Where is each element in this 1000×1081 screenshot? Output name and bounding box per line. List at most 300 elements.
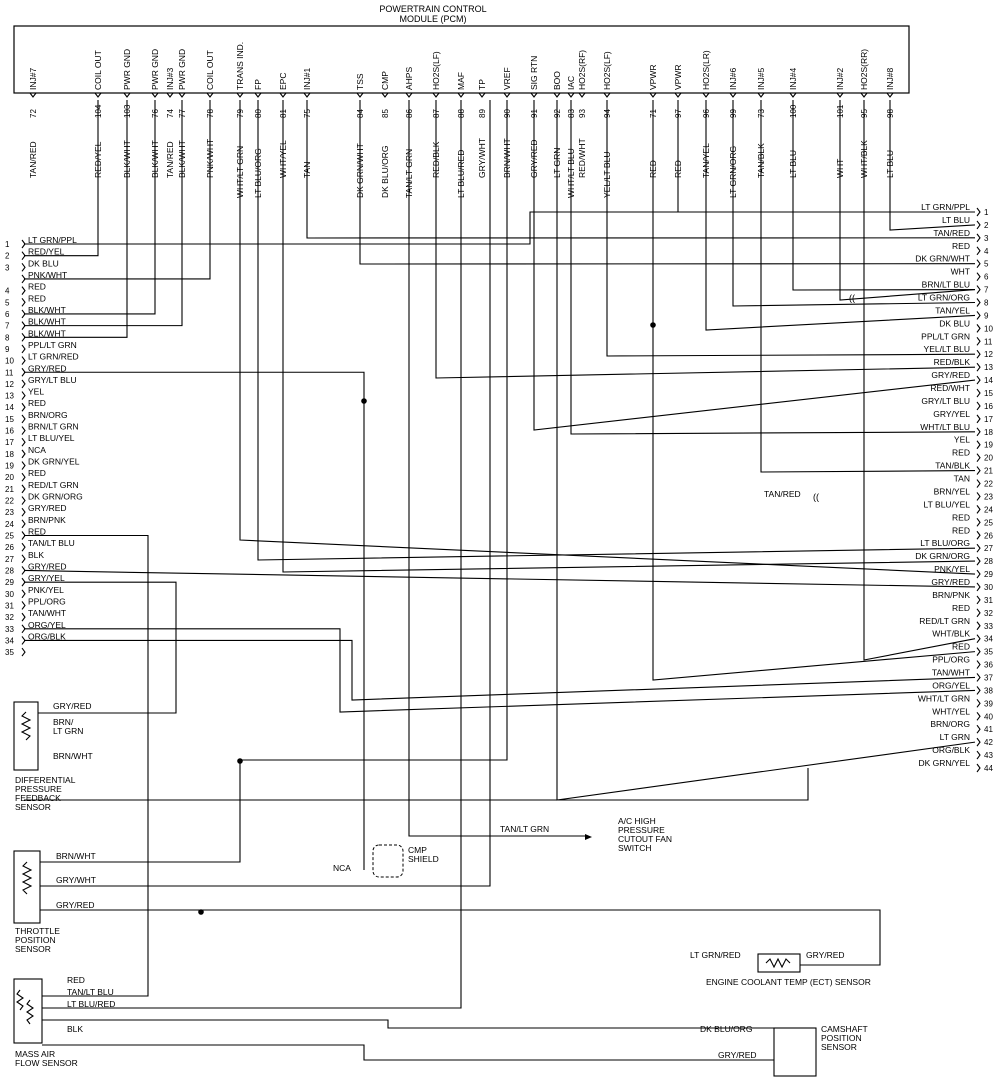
dpfe-label: PRESSURE (15, 784, 62, 794)
pcm-pin-function: MAF (456, 72, 466, 90)
pcm-pin-wire-color: TAN/BLK (756, 143, 766, 178)
right-pin-number: 41 (984, 725, 993, 735)
pin-chevron-icon (977, 428, 980, 436)
right-pin-number: 34 (984, 634, 993, 644)
right-wire-color: TAN (953, 473, 970, 484)
pcm-pin-number: 79 (236, 109, 245, 118)
pin-chevron-icon (22, 601, 25, 609)
ect-wire-left: LT GRN/RED (690, 950, 741, 960)
left-pin-number: 35 (5, 648, 14, 658)
left-pin-number: 9 (5, 344, 10, 354)
pcm-pin-wire-color: WHT/BLK (859, 140, 869, 178)
pcm-pin-wire-color: LT GRN/ORG (728, 145, 738, 198)
pcm-pin-function: CMP (380, 71, 390, 90)
pin-chevron-icon (977, 686, 980, 694)
right-pin-number: 9 (984, 311, 989, 321)
pin-chevron-icon (977, 324, 980, 332)
right-pin-number: 4 (984, 246, 989, 256)
pin-chevron-icon (22, 555, 25, 563)
pcm-pin-number: 81 (279, 109, 288, 118)
left-pin-number: 13 (5, 391, 14, 401)
cam-label: SENSOR (821, 1042, 857, 1052)
right-pin-number: 36 (984, 660, 993, 670)
left-pin-number: 24 (5, 519, 14, 529)
pcm-pin-wire-color: BRN/WHT (502, 138, 512, 178)
pcm-pin-wire-color: TAN/LT GRN (404, 148, 414, 198)
pin-chevron-icon (22, 520, 25, 528)
right-wire-color: WHT (950, 266, 970, 277)
left-wire-color: BRN/ORG (28, 409, 68, 420)
wire (360, 100, 975, 264)
left-wire-color: PPL/LT GRN (28, 339, 77, 350)
left-pin-number: 7 (5, 321, 10, 331)
dpfe-wire: LT GRN (53, 726, 84, 736)
pin-chevron-icon (977, 221, 980, 229)
pin-chevron-icon (22, 287, 25, 295)
right-pin-number: 11 (984, 337, 993, 347)
left-pin-number: 1 (5, 240, 10, 249)
pin-chevron-icon (977, 673, 980, 681)
left-wire-color: ORG/BLK (28, 631, 66, 642)
pcm-pin-function: COIL OUT (205, 50, 215, 90)
pin-chevron-icon (22, 532, 25, 540)
right-wire-color: BRN/PNK (932, 589, 970, 600)
pin-chevron-icon (22, 322, 25, 330)
tps-wire: GRY/WHT (56, 875, 96, 885)
right-pin-number: 35 (984, 647, 993, 657)
right-pin-number: 22 (984, 479, 993, 489)
right-wire-color: WHT/YEL (932, 706, 970, 717)
right-wire-color: BRN/ORG (930, 719, 970, 730)
pin-chevron-icon (977, 544, 980, 552)
pcm-pin-wire-color: RED/YEL (93, 141, 103, 178)
pin-chevron-icon (977, 596, 980, 604)
cam-label: POSITION (821, 1033, 862, 1043)
right-pin-number: 3 (984, 233, 989, 243)
pcm-pin-wire-color: RED (673, 160, 683, 178)
right-pin-number: 7 (984, 285, 989, 295)
pcm-pin-wire-color: TAN/RED (165, 141, 175, 178)
wire (24, 372, 364, 870)
left-wire-color: BRN/PNK (28, 514, 66, 525)
left-wire-color: ORG/YEL (28, 619, 66, 630)
pin-chevron-icon (22, 240, 25, 248)
right-pin-number: 13 (984, 363, 993, 373)
left-wire-color: RED (28, 293, 46, 304)
left-wire-color: DK GRN/YEL (28, 456, 80, 467)
right-wire-color: RED (952, 602, 970, 613)
left-wire-color: BLK/WHT (28, 304, 66, 315)
pin-chevron-icon (22, 566, 25, 574)
pcm-pin-function: VREF (502, 67, 512, 90)
pcm-pin-function: TP (477, 79, 487, 90)
pcm-pin-number: 83 (567, 109, 576, 118)
pin-chevron-icon (977, 299, 980, 307)
pin-chevron-icon (22, 485, 25, 493)
pin-chevron-icon (22, 298, 25, 306)
dpfe-label: FEEDBACK (15, 793, 61, 803)
right-wire-color: YEL (953, 434, 970, 445)
pin-chevron-icon (22, 263, 25, 271)
pcm-pin-function: VPWR (648, 64, 658, 90)
left-pin-number: 29 (5, 578, 14, 588)
left-pin-number: 16 (5, 426, 14, 436)
pcm-pin-number: 100 (789, 104, 798, 118)
ac-switch-label: SWITCH (618, 843, 652, 853)
pin-chevron-icon (977, 337, 980, 345)
left-wire-color: LT GRN/PPL (28, 235, 77, 245)
left-pin-number: 22 (5, 496, 14, 506)
nca-label: NCA (333, 863, 351, 873)
left-pin-number: 20 (5, 473, 14, 483)
maf-wire: TAN/LT BLU (67, 987, 114, 997)
right-pin-number: 16 (984, 401, 993, 411)
pin-chevron-icon (977, 311, 980, 319)
right-wire-color: LT BLU (941, 214, 970, 225)
left-connector (5, 235, 83, 657)
splice-dot (237, 758, 243, 764)
left-pin-number: 31 (5, 601, 14, 611)
splice-dot (361, 398, 367, 404)
pin-chevron-icon (22, 380, 25, 388)
pcm-pin-function: EPC (278, 72, 288, 90)
right-wire-color: LT BLU/YEL (923, 499, 970, 510)
pcm-pin-function: INJ#4 (788, 67, 798, 90)
wire (42, 1045, 774, 1060)
dpfe-wire: BRN/ (53, 717, 74, 727)
pin-chevron-icon (977, 492, 980, 500)
pin-chevron-icon (22, 625, 25, 633)
right-wire-color: DK GRN/ORG (915, 551, 970, 562)
left-wire-color: YEL (28, 386, 45, 397)
pin-chevron-icon (977, 635, 980, 643)
pcm-pin-function: HO2S(LF) (602, 51, 612, 90)
pin-chevron-icon (22, 613, 25, 621)
tps-wire: BRN/WHT (56, 851, 96, 861)
pcm-pin-number: 97 (674, 109, 683, 118)
pin-chevron-icon (977, 415, 980, 423)
pcm-pin-wire-color: RED/BLK (431, 141, 441, 178)
pin-chevron-icon (22, 333, 25, 341)
pin-chevron-icon (22, 473, 25, 481)
right-pin-number: 8 (984, 298, 989, 308)
left-wire-color: RED (28, 281, 46, 292)
pcm-pin-number: 90 (503, 109, 512, 118)
pcm-pin-number: 87 (432, 109, 441, 118)
right-pin-number: 25 (984, 518, 993, 528)
pin-chevron-icon (977, 454, 980, 462)
pcm-pin-wire-color: PNK/WHT (205, 138, 215, 178)
right-pin-number: 28 (984, 557, 993, 567)
pcm-pin-wire-color: LT BLU (885, 149, 895, 178)
pin-chevron-icon (977, 402, 980, 410)
right-pin-number: 37 (984, 673, 993, 683)
pin-chevron-icon (977, 764, 980, 772)
left-pin-number: 25 (5, 531, 14, 541)
right-pin-number: 43 (984, 751, 993, 761)
wire (534, 100, 975, 430)
cmp-shield-label: CMP (408, 845, 427, 855)
ect-wire-right: GRY/RED (806, 950, 845, 960)
pcm-pin-function: INJ#7 (28, 67, 38, 90)
pcm-pin-wire-color: LT BLU/RED (456, 149, 466, 198)
right-connector (915, 202, 993, 773)
pcm-pin-number: 89 (478, 109, 487, 118)
left-pin-number: 21 (5, 484, 14, 494)
right-wire-color: LT BLU/ORG (920, 538, 970, 549)
left-pin-number: 15 (5, 414, 14, 424)
left-pin-number: 30 (5, 589, 14, 599)
right-pin-number: 40 (984, 712, 993, 722)
right-wire-color: TAN/WHT (931, 667, 970, 678)
pin-chevron-icon (977, 557, 980, 565)
right-pin-number: 18 (984, 427, 993, 437)
maf-label: FLOW SENSOR (15, 1058, 78, 1068)
right-wire-color: LT GRN/ORG (917, 292, 970, 303)
right-pin-number: 5 (984, 259, 989, 269)
pcm-pin-number: 84 (356, 109, 365, 118)
left-wire-color: GRY/RED (28, 503, 67, 514)
left-pin-number: 2 (5, 251, 10, 261)
pin-chevron-icon (977, 260, 980, 268)
pcm-pin-wire-color: RED (648, 160, 658, 178)
dpfe-label: DIFFERENTIAL (15, 775, 76, 785)
ac-switch-label: PRESSURE (618, 825, 665, 835)
resistor-icon (766, 959, 790, 967)
pcm-pin-number: 72 (29, 109, 38, 118)
right-pin-number: 24 (984, 505, 993, 515)
right-pin-number: 44 (984, 763, 993, 773)
right-wire-color: DK GRN/YEL (918, 757, 970, 768)
pcm-pin-wire-color: LT BLU (788, 149, 798, 178)
resistor-icon (27, 1000, 33, 1024)
tps-label: POSITION (15, 935, 56, 945)
right-pin-number: 29 (984, 570, 993, 580)
left-wire-color: BRN/LT GRN (28, 421, 79, 432)
pcm-pin-wire-color: BLK/WHT (150, 140, 160, 178)
right-wire-color: WHT/LT GRN (917, 693, 970, 704)
pcm-pin-number: 75 (303, 109, 312, 118)
right-pin-number: 14 (984, 376, 993, 386)
pin-chevron-icon (977, 286, 980, 294)
splice-dot (198, 909, 204, 915)
pcm-pin-function: AHPS (404, 66, 414, 90)
left-pin-number: 8 (5, 333, 10, 343)
pin-chevron-icon (977, 350, 980, 358)
pcm-pin-wire-color: YEL/LT BLU (602, 151, 612, 198)
right-pin-number: 21 (984, 466, 993, 476)
pcm-pin-number: 74 (166, 109, 175, 118)
pcm-pin-wire-color: TAN/YEL (701, 143, 711, 178)
wire (653, 100, 975, 680)
right-pin-number: 23 (984, 492, 993, 502)
left-pin-number: 34 (5, 636, 14, 646)
left-pin-number: 33 (5, 624, 14, 634)
pcm-pin-wire-color: DK BLU/ORG (380, 145, 390, 198)
pcm-pin-number: 96 (702, 109, 711, 118)
pin-chevron-icon (22, 450, 25, 458)
cmp-shield-icon (373, 845, 403, 877)
pin-chevron-icon (977, 389, 980, 397)
pin-chevron-icon (22, 648, 25, 656)
left-wire-color: BLK (28, 549, 45, 560)
pcm-pin-wire-color: RED/WHT (577, 138, 587, 178)
pcm-pin-number: 104 (94, 104, 103, 118)
left-pin-number: 28 (5, 566, 14, 576)
tps-wire: GRY/RED (56, 900, 95, 910)
pcm-pin-function: SIG RTN (529, 55, 539, 90)
dpfe-wire: BRN/WHT (53, 751, 93, 761)
pcm-pin-function: INJ#2 (835, 67, 845, 90)
right-wire-color: WHT/BLK (932, 628, 970, 639)
pin-chevron-icon (22, 275, 25, 283)
pcm-pin-wire-color: WHT/LT BLU (566, 148, 576, 198)
left-pin-number: 10 (5, 356, 14, 366)
right-wire-color: GRY/YEL (933, 408, 970, 419)
left-pin-number: 11 (5, 368, 14, 378)
pcm-pin-number: 99 (729, 109, 738, 118)
inline-connector-icon: (( (849, 293, 855, 303)
ac-switch-label: A/C HIGH (618, 816, 656, 826)
left-wire-color: PNK/YEL (28, 584, 64, 595)
left-wire-color: BLK/WHT (28, 328, 66, 339)
pin-chevron-icon (977, 661, 980, 669)
pcm-pin-wire-color: TAN/RED (28, 141, 38, 178)
inline-connector-icon: (( (813, 492, 819, 502)
pcm-pin-function: INJ#1 (302, 67, 312, 90)
left-pin-number: 18 (5, 449, 14, 459)
left-wire-color: LT GRN/RED (28, 351, 79, 362)
pin-chevron-icon (22, 427, 25, 435)
right-wire-color: RED/LT GRN (919, 615, 970, 626)
right-wire-color: RED (952, 240, 970, 251)
pcm-pin-number: 98 (886, 109, 895, 118)
pcm-title-line2: MODULE (PCM) (399, 14, 467, 24)
wire (24, 629, 975, 712)
pcm-pin-wire-color: GRY/WHT (477, 138, 487, 178)
right-wire-color: ORG/YEL (932, 680, 970, 691)
right-wire-color: GRY/LT BLU (921, 395, 970, 406)
pin-chevron-icon (22, 415, 25, 423)
right-wire-color: GRY/RED (931, 576, 970, 587)
right-pin-number: 2 (984, 220, 989, 230)
pcm-pin-number: 93 (578, 109, 587, 118)
pin-chevron-icon (977, 583, 980, 591)
pcm-pin-function: INJ#5 (756, 67, 766, 90)
wire (40, 100, 490, 886)
left-pin-number: 23 (5, 508, 14, 518)
ect-sensor-icon (758, 954, 800, 972)
pcm-pin-function: IAC (566, 75, 576, 90)
pcm-pin-wire-color: WHT (835, 158, 845, 178)
cam-wire: GRY/RED (718, 1050, 757, 1060)
pcm-pin-wire-color: TAN (302, 161, 312, 178)
right-pin-number: 27 (984, 544, 993, 554)
right-pin-number: 15 (984, 389, 993, 399)
right-pin-number: 6 (984, 272, 989, 282)
pcm-pin-wire-color: WHT/YEL (278, 140, 288, 178)
wire (24, 768, 808, 800)
right-wire-color: RED (952, 641, 970, 652)
wire (571, 100, 975, 434)
right-wire-color: PPL/ORG (932, 654, 970, 665)
left-wire-color: TAN/WHT (28, 608, 67, 619)
resistor-icon (17, 990, 23, 1010)
pin-chevron-icon (977, 441, 980, 449)
pcm-pin-number: 88 (457, 109, 466, 118)
left-wire-color: PPL/ORG (28, 596, 66, 607)
right-pin-number: 30 (984, 582, 993, 592)
pcm-pin-function: INJ#3 (165, 67, 175, 90)
pcm-pin-number: 85 (381, 109, 390, 118)
left-pin-number: 3 (5, 263, 10, 273)
pin-chevron-icon (977, 725, 980, 733)
wire (24, 212, 975, 244)
pin-chevron-icon (977, 738, 980, 746)
pin-chevron-icon (22, 636, 25, 644)
pcm-pin-number: 76 (151, 109, 160, 118)
right-pin-number: 12 (984, 350, 993, 360)
pcm-pin-wire-color: LT BLU/ORG (253, 148, 263, 198)
right-pin-number: 31 (984, 595, 993, 605)
wire (40, 910, 880, 965)
left-wire-color: BLK/WHT (28, 316, 66, 327)
pin-chevron-icon (977, 648, 980, 656)
right-pin-number: 19 (984, 440, 993, 450)
left-pin-number: 26 (5, 543, 14, 553)
resistor-icon (23, 862, 31, 894)
left-wire-color: TAN/LT BLU (28, 538, 75, 549)
right-wire-color: RED (952, 525, 970, 536)
pin-chevron-icon (22, 508, 25, 516)
pcm-pin-wire-color: DK GRN/WHT (355, 143, 365, 198)
cam-label: CAMSHAFT (821, 1024, 868, 1034)
right-pin-number: 1 (984, 208, 989, 217)
right-pin-number: 26 (984, 531, 993, 541)
pcm-title-line1: POWERTRAIN CONTROL (379, 4, 487, 14)
pin-chevron-icon (22, 438, 25, 446)
pcm-pin-number: 103 (123, 104, 132, 118)
right-pin-number: 20 (984, 453, 993, 463)
right-wire-color: ORG/BLK (932, 745, 970, 756)
pin-chevron-icon (977, 376, 980, 384)
left-wire-color: RED/YEL (28, 246, 65, 257)
pcm-pin-function: HO2S(LF) (431, 51, 441, 90)
pin-chevron-icon (977, 505, 980, 513)
pcm-pin-function: FP (253, 79, 263, 90)
right-wire-color: TAN/BLK (935, 460, 970, 471)
wire (24, 100, 182, 326)
right-wire-color: PNK/YEL (934, 564, 970, 575)
cam-wire: DK BLU/ORG (700, 1024, 753, 1034)
left-pin-number: 4 (5, 286, 10, 296)
pin-chevron-icon (977, 609, 980, 617)
pin-chevron-icon (22, 590, 25, 598)
right-wire-color: WHT/LT BLU (920, 421, 970, 432)
left-wire-color: PNK/WHT (28, 269, 68, 280)
ect-label: ENGINE COOLANT TEMP (ECT) SENSOR (706, 977, 871, 987)
pin-chevron-icon (977, 247, 980, 255)
wire (42, 100, 461, 1008)
maf-label: MASS AIR (15, 1049, 56, 1059)
pin-chevron-icon (977, 712, 980, 720)
right-wire-color: DK GRN/WHT (915, 253, 970, 264)
left-pin-number: 17 (5, 438, 14, 448)
cam-sensor-icon (774, 1028, 816, 1076)
pcm-pin-number: 94 (603, 109, 612, 118)
right-wire-color: RED (952, 512, 970, 523)
wire (24, 570, 975, 586)
